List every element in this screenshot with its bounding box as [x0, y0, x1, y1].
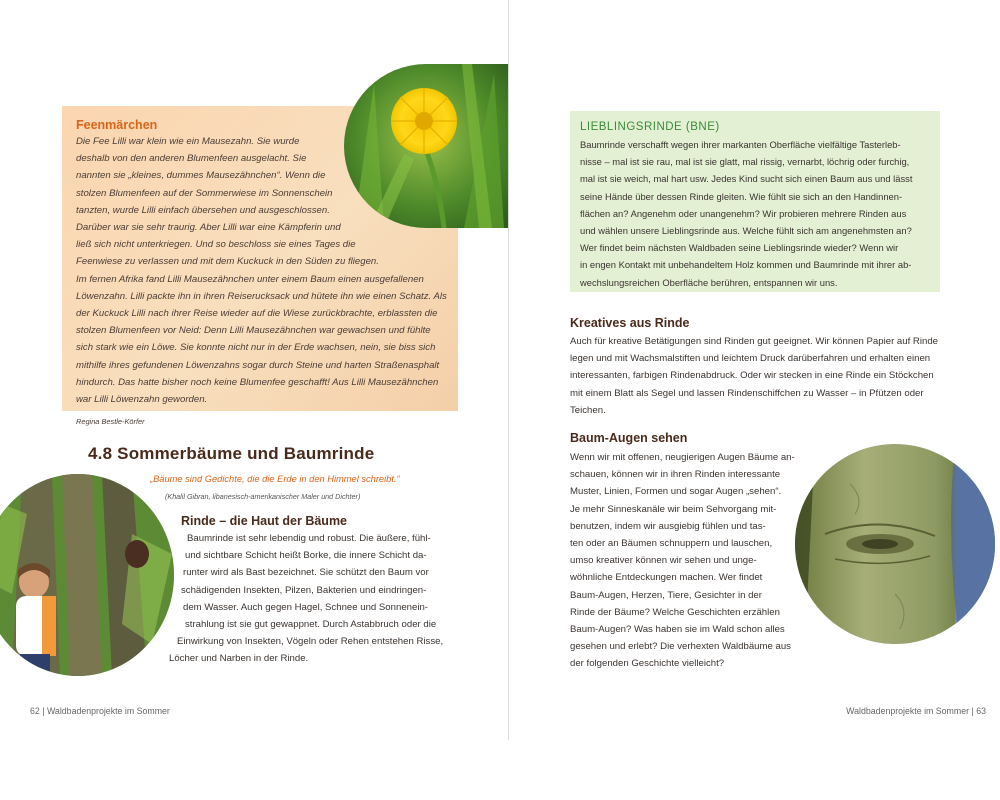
- page-footer-right: Waldbadenprojekte im Sommer | 63: [846, 706, 986, 716]
- fairy-tale-line: Darüber war sie sehr traurig. Aber Lilli war eine Kämpferin und: [76, 222, 341, 234]
- children-trees-photo: [0, 474, 174, 676]
- rinde-line: dem Wasser. Auch gegen Hagel, Schnee und Sonnenein-: [183, 601, 428, 613]
- dandelion-image: [344, 64, 508, 228]
- rinde-line: strahlung ist sie gut gewappnet. Durch Astabbruch oder die: [185, 619, 437, 631]
- rinde-line: Baumrinde ist sehr lebendig und robust. Die äußere, fühl-: [187, 533, 431, 544]
- bne-line: nisse – mal ist sie rau, mal ist sie glatt, mal rissig, vernarbt, löchrig oder furchig,: [580, 156, 910, 168]
- fairy-tale-author: Regina Bestle-Körfer: [76, 417, 145, 427]
- fairy-tale-line: mithilfe ihres gefundenen Löwenzahns sogar durch Steine und harten Straßenasphalt: [76, 359, 440, 371]
- kreativ-line: Teichen.: [570, 404, 606, 416]
- tree-bark-photo: [795, 444, 995, 644]
- augen-body: [570, 449, 820, 673]
- bne-line: seine Hände über dessen Rinde gleiten. Wie fühlt sie sich an den Handinnen-: [580, 190, 903, 202]
- bark-image: [795, 444, 995, 644]
- fairy-tale-line: Feenwiese zu verlassen und mit dem Kuckuck in den Süden zu fliegen.: [76, 256, 379, 268]
- augen-line: ten oder an Bäumen schnuppern und lauschen,: [570, 538, 773, 550]
- augen-line: schauen, können wir in ihren Rinden interessante: [570, 469, 781, 481]
- page-footer-left: 62 | Waldbadenprojekte im Sommer: [30, 706, 170, 716]
- fairy-tale-line: stolzen Blumenfeen auf der Sommerwiese im Sonnenschein: [76, 187, 333, 199]
- fairy-tale-line: stolzen Blumenfeen vor Neid: Denn Lilli Mausezähnchen war gewachsen und fühlte: [76, 325, 431, 337]
- fairy-tale-line: Löwenzahn. Lilli packte ihn in ihren Reiserucksack und hütete ihn wie einen Schatz. Als: [76, 290, 447, 302]
- fairy-tale-line: sich stark wie ein Löwe. Sie konnte nicht nur in der Erde wachsen, nein, sie biss sich: [76, 342, 436, 354]
- section-heading: 4.8 Sommerbäume und Baumrinde: [88, 444, 375, 463]
- left-page: [0, 0, 508, 740]
- fairy-tale-title: Feenmärchen: [76, 118, 158, 132]
- bne-line: und wählen unsere Lieblingsrinde aus. Welche fühlt sich am angenehmsten an?: [580, 225, 912, 237]
- augen-line: Je mehr Sinneskanäle wir beim Sehvorgang mit-: [570, 503, 777, 515]
- bne-line: Baumrinde verschafft wegen ihrer markanten Oberfläche vielfältige Tasterleb-: [580, 139, 901, 150]
- augen-heading: Baum-Augen sehen: [570, 431, 688, 445]
- fairy-tale-line: der Kuckuck Lilli nach ihrer Reise wieder auf die Wiese zurückbrachte, erblassten die: [76, 308, 438, 320]
- augen-line: wöhnliche Entdeckungen machen. Wer findet: [570, 572, 763, 584]
- fairy-tale-line: nannten sie „kleines, dummes Mausezähnchen“. Wenn die: [76, 170, 326, 182]
- kreativ-line: mit einem Blatt als Segel und lassen Rindenschiffchen zu Wasser – in Pfützen oder: [570, 387, 924, 399]
- augen-line: benutzen, indem wir ausgiebig fühlen und tas-: [570, 520, 766, 532]
- fairy-tale-line: tanzten, wurde Lilli einfach übersehen und ausgeschlossen.: [76, 204, 330, 216]
- augen-line: umso kreativer können wir sehen und unge-: [570, 555, 757, 567]
- quote: „Bäume sind Gedichte, die die Erde in den Himmel schreibt.“: [150, 474, 400, 484]
- rinde-line: Einwirkung von Insekten, Vögeln oder Rehen entstehen Risse,: [177, 636, 444, 648]
- fairy-tale-line: deshalb von den anderen Blumenfeen ausgelacht. Sie: [76, 153, 307, 165]
- augen-line: Wenn wir mit offenen, neugierigen Augen Bäume an-: [570, 452, 795, 463]
- augen-line: Rinde der Bäume? Welche Geschichten erzählen: [570, 606, 780, 618]
- rinde-heading: Rinde – die Haut der Bäume: [181, 514, 348, 528]
- fairy-tale-line: hindurch. Das hatte bisher noch keine Blumenfee geschafft! Aus Lilli Mausezähnchen: [76, 376, 439, 388]
- bne-box: [570, 111, 940, 292]
- trees-image: [0, 474, 174, 676]
- quote-source: (Khalil Gibran, libanesisch-amerikanischer Maler und Dichter): [165, 492, 361, 501]
- rinde-line: Löcher und Narben in der Rinde.: [169, 653, 309, 665]
- kreativ-line: legen und mit Wachsmalstiften und leichtem Druck darüberfahren und erhalten einen: [570, 353, 931, 365]
- augen-line: gesehen und erlebt? Die verhexten Waldbäume aus: [570, 641, 791, 653]
- kreativ-line: interessanten, farbigen Rindenabdruck. Oder wir stecken in eine Rinde ein Stöckchen: [570, 370, 934, 382]
- rinde-line: schädigenden Insekten, Pilzen, Bakterien und eindringen-: [181, 584, 427, 596]
- rinde-line: runter wird als Bast bezeichnet. Sie schützt den Baum vor: [183, 567, 429, 579]
- bne-line: in engen Kontakt mit unbehandeltem Holz kommen und Baumrinde mit ihrer ab-: [580, 259, 912, 271]
- bne-line: flächen an? Angenehm oder unangenehm? Wir probieren mehrere Rinden aus: [580, 207, 907, 219]
- augen-line: Baum-Augen? Was haben sie im Wald schon alles: [570, 624, 785, 636]
- augen-line: der folgenden Geschichte vielleicht?: [570, 658, 725, 670]
- augen-line: Baum-Augen, Herzen, Tiere, Gesichter in der: [570, 589, 762, 601]
- bne-title: LIEBLINGSRINDE (BNE): [580, 121, 720, 133]
- kreativ-heading: Kreatives aus Rinde: [570, 316, 690, 330]
- dandelion-photo: [344, 64, 508, 228]
- kreativ-line: Auch für kreative Betätigungen sind Rinden gut geeignet. Wir können Papier auf Rinde: [570, 336, 938, 347]
- kreativ-body: [570, 333, 942, 419]
- bne-body: [580, 136, 930, 291]
- rinde-line: und sichtbare Schicht heißt Borke, die innere Schicht da-: [185, 550, 427, 562]
- fairy-tale-line: ließ sich nicht unterkriegen. Und so beschloss sie eines Tages die: [76, 239, 356, 251]
- bne-line: wechslungsreichen Oberfläche berühren, entspannen wir uns.: [580, 276, 838, 288]
- fairy-tale-line: war Lilli Löwenzahn geworden.: [76, 394, 208, 406]
- fairy-tale-line: Im fernen Afrika fand Lilli Mausezähnchen unter einem Baum einen ausgefallenen: [76, 273, 424, 285]
- bne-line: mal ist sie weich, mal hart usw. Jedes Kind sucht sich einen Baum aus und lässt: [580, 173, 913, 185]
- bne-line: Wer findet beim nächsten Waldbaden seine Lieblingsrinde wieder? Wenn wir: [580, 242, 899, 254]
- rinde-body: [169, 530, 444, 668]
- fairy-tale-line: Die Fee Lilli war klein wie ein Mausezahn. Sie wurde: [76, 136, 300, 147]
- augen-line: Muster, Linien, Formen und sogar Augen „sehen“.: [570, 486, 782, 498]
